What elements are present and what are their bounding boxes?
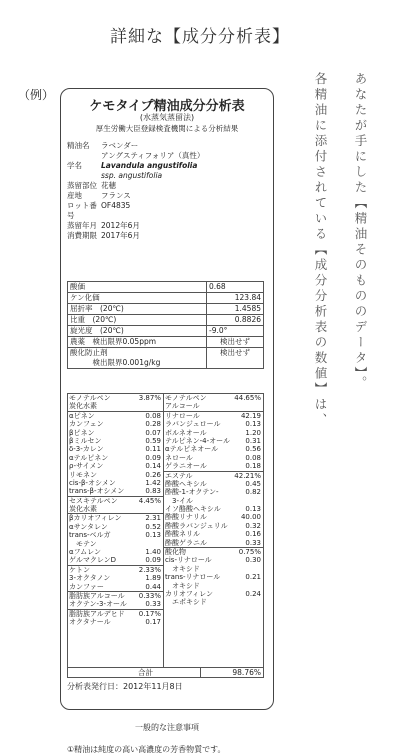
property-row: [68, 348, 264, 359]
component-name: リモネン: [69, 470, 97, 479]
component-row: [68, 531, 163, 539]
components-right-column: [164, 394, 263, 667]
property-row: [68, 304, 264, 315]
component-name: 酢酸ネリル: [165, 530, 200, 539]
component-percent: 2.33%: [138, 565, 161, 574]
info-row: [67, 161, 267, 171]
component-name: ρ-サイメン: [69, 462, 104, 471]
component-row: [164, 598, 263, 606]
info-label: ロット番号: [67, 201, 97, 220]
property-value: 検出せず: [207, 348, 264, 359]
component-percent: 40.00: [240, 513, 261, 522]
info-label: 精油名: [67, 141, 90, 150]
note-item: ①精油は純度の高い高濃度の芳香物質です。: [67, 745, 226, 754]
component-row: [68, 412, 163, 420]
component-name: オクタナール: [69, 618, 111, 627]
example-label: （例）: [18, 88, 55, 102]
card-title: ケモタイプ精油成分分析表: [89, 99, 245, 114]
component-name: ラバンジュロール: [165, 420, 221, 429]
property-value: 0.68: [207, 282, 264, 293]
component-name: カリオフィレン: [165, 589, 213, 598]
property-row: [68, 358, 264, 369]
component-name: モノテルペン: [69, 394, 111, 402]
component-row: [164, 548, 263, 556]
component-percent: [133, 402, 163, 410]
component-row: [164, 530, 263, 538]
info-label: 蒸留年月: [67, 221, 97, 230]
component-row: [68, 445, 163, 453]
vertical-caption-col1: 各精油に添付されている【成分分析表の数値】は、: [313, 72, 328, 429]
component-name: αサンタレン: [69, 522, 108, 531]
component-name: 炭化水素: [69, 505, 97, 514]
component-percent: 0.82: [245, 488, 261, 497]
component-row: [68, 429, 163, 437]
info-row: [67, 181, 267, 191]
component-row: [164, 437, 263, 445]
component-percent: 2.31: [145, 514, 161, 523]
components-table: [67, 393, 264, 668]
property-row: [68, 315, 264, 326]
component-row: [164, 573, 263, 581]
component-name: 酢酸ゲラニル: [165, 538, 207, 547]
component-percent: [233, 402, 263, 410]
info-row: [67, 221, 267, 231]
component-row: [164, 565, 263, 573]
component-row: [164, 582, 263, 590]
component-percent: 44.65%: [234, 394, 261, 402]
component-row: [68, 437, 163, 445]
component-name: ボルネオール: [165, 428, 207, 437]
property-name: 屈折率 (20℃): [68, 304, 207, 315]
component-name: βピネン: [69, 428, 95, 437]
component-row: [68, 600, 163, 609]
component-row: [68, 505, 163, 514]
properties-table: [67, 281, 264, 369]
property-row: [68, 282, 264, 293]
info-row: [67, 231, 267, 241]
property-value: [207, 358, 264, 369]
component-row: [68, 487, 163, 496]
component-percent: 0.13: [245, 505, 261, 514]
info-row: [67, 201, 267, 221]
component-percent: 0.33%: [138, 591, 161, 600]
info-row: [67, 171, 267, 181]
vertical-caption-col2: あなたが手にした【精油そのもののデータ】。: [353, 72, 368, 392]
property-value: 123.84: [207, 293, 264, 304]
component-percent: 0.75%: [238, 548, 261, 557]
component-row: [68, 618, 163, 626]
component-percent: 0.59: [145, 436, 161, 445]
component-percent: 0.44: [145, 582, 161, 591]
component-name: イソ酪酸ヘキシル: [165, 505, 221, 514]
component-name: 3-イル: [165, 496, 193, 505]
component-row: [164, 590, 263, 598]
component-percent: 0.21: [245, 573, 261, 582]
info-label: 消費期限: [67, 231, 97, 240]
component-percent: 0.07: [145, 428, 161, 437]
component-percent: 42.19: [240, 411, 261, 420]
component-percent: [133, 540, 163, 548]
component-percent: 0.56: [245, 445, 261, 454]
component-percent: [133, 505, 163, 513]
component-name: モノテルペン: [165, 394, 207, 402]
total-label: 合計: [138, 668, 153, 677]
info-value: Lavandula angustifolia: [101, 161, 198, 170]
card-org: 厚生労働大臣登録検査機関による分析結果: [95, 124, 239, 133]
info-value: フランス: [101, 191, 131, 200]
component-name: アルコール: [165, 402, 200, 411]
component-row: [164, 488, 263, 496]
property-row: [68, 337, 264, 348]
info-row: [67, 151, 267, 161]
component-percent: 0.24: [245, 589, 261, 598]
component-row: [68, 454, 163, 462]
property-name: ケン化価: [68, 293, 207, 304]
component-row: [68, 566, 163, 574]
info-value: 2012年6月: [101, 221, 140, 230]
component-name: ゲルマクレンD: [69, 556, 117, 565]
issue-date: 分析表発行日：2012年11月8日: [67, 682, 183, 691]
info-value: 花穂: [101, 181, 116, 190]
component-percent: 0.09: [145, 453, 161, 462]
component-row: [164, 402, 263, 411]
component-name: セスキテルペン: [69, 496, 118, 505]
component-percent: 0.13: [245, 420, 261, 429]
component-row: [164, 412, 263, 420]
card-method: (水蒸気蒸留法): [139, 113, 195, 122]
component-percent: 1.20: [245, 428, 261, 437]
property-row: [68, 326, 264, 337]
property-value: 1.4585: [207, 304, 264, 315]
component-name: trans-リナロール: [165, 573, 221, 582]
component-percent: 4.45%: [138, 496, 161, 505]
component-name: テルピネン-4-オール: [165, 436, 231, 445]
component-name: リナロール: [165, 411, 200, 420]
info-label: [67, 151, 101, 161]
component-row: [164, 522, 263, 530]
component-percent: 0.16: [245, 530, 261, 539]
notes-title: 一般的な注意事項: [135, 723, 199, 732]
component-name: モテン: [69, 539, 97, 548]
property-name: 比重 (20℃): [68, 315, 207, 326]
component-row: [164, 556, 263, 564]
component-percent: 0.33: [245, 538, 261, 547]
component-name: エポキシド: [165, 598, 207, 607]
analysis-card: [60, 88, 274, 754]
component-row: [68, 574, 163, 582]
component-percent: 0.17%: [138, 609, 161, 618]
component-percent: 0.31: [245, 436, 261, 445]
info-label: [67, 171, 101, 181]
component-percent: 42.21%: [234, 471, 261, 480]
component-name: オクテン-3-オール: [69, 600, 127, 609]
total-value: 98.76%: [232, 668, 261, 677]
component-percent: 1.40: [145, 548, 161, 557]
component-name: 酢酸リナリル: [165, 513, 207, 522]
component-row: [164, 429, 263, 437]
component-name: αフムレン: [69, 548, 101, 557]
component-percent: 0.28: [145, 420, 161, 429]
component-name: βミルセン: [69, 436, 102, 445]
component-name: 炭化水素: [69, 402, 97, 411]
info-value: ラベンダー: [101, 141, 139, 150]
property-row: [68, 293, 264, 304]
property-value: 検出せず: [207, 337, 264, 348]
component-row: [68, 540, 163, 548]
component-percent: [233, 582, 263, 590]
component-row: [164, 394, 263, 402]
property-name: 旋光度 (20℃): [68, 326, 207, 337]
component-name: 脂肪族アルデヒド: [69, 609, 125, 618]
component-name: trans-β-オシメン: [69, 487, 125, 496]
component-row: [164, 472, 263, 480]
component-name: cis-β-オシメン: [69, 478, 116, 487]
component-row: [164, 420, 263, 428]
component-name: エステル: [165, 471, 193, 480]
component-row: [164, 454, 263, 462]
info-value: 2017年6月: [101, 231, 140, 240]
page-title: 詳細な【成分分析表】: [110, 27, 290, 47]
component-name: 3-オクタノン: [69, 574, 111, 583]
component-row: [68, 556, 163, 565]
component-row: [68, 523, 163, 531]
property-value: -9.0°: [207, 326, 264, 337]
component-name: βカリオフィレン: [69, 514, 122, 523]
component-name: ネロール: [165, 453, 193, 462]
component-row: [68, 402, 163, 411]
component-name: cis-リナロール: [165, 556, 212, 565]
property-name: 農薬 検出限界0.05ppm: [68, 337, 207, 348]
component-percent: 0.33: [145, 600, 161, 609]
column-divider: [200, 668, 201, 677]
component-percent: 3.87%: [138, 394, 161, 402]
component-name: 酢酸ラバンジュリル: [165, 521, 228, 530]
info-value: OF4835: [101, 201, 131, 210]
info-value: アングスティフォリア（真性）: [101, 151, 205, 160]
component-name: αテルピネン: [69, 453, 109, 462]
info-label: 蒸留部位: [67, 181, 97, 190]
component-row: [68, 471, 163, 479]
component-row: [68, 592, 163, 600]
component-name: オキシド: [165, 564, 200, 573]
component-name: δ-3-カレン: [69, 445, 104, 454]
component-percent: [233, 598, 263, 606]
component-percent: [233, 565, 263, 573]
component-name: ケトン: [69, 565, 90, 574]
component-name: カンファー: [69, 582, 104, 591]
info-label: 学名: [67, 161, 82, 170]
component-row: [68, 583, 163, 592]
component-name: αテルピネオール: [165, 445, 219, 454]
component-row: [164, 497, 263, 505]
component-percent: 0.18: [245, 462, 261, 471]
component-row: [68, 548, 163, 556]
component-name: αピネン: [69, 411, 95, 420]
component-percent: 0.45: [245, 479, 261, 488]
info-row: [67, 191, 267, 201]
total-row: [67, 668, 264, 678]
component-percent: 0.13: [145, 531, 161, 540]
property-name: 検出限界0.001g/kg: [68, 358, 207, 369]
component-name: オキシド: [165, 581, 200, 590]
component-row: [68, 462, 163, 470]
component-percent: 0.09: [145, 556, 161, 565]
component-row: [164, 462, 263, 471]
component-percent: 0.08: [245, 453, 261, 462]
component-percent: 1.42: [145, 478, 161, 487]
component-percent: [233, 497, 263, 505]
component-percent: 0.32: [245, 521, 261, 530]
info-value: ssp. angustifolia: [101, 171, 163, 180]
component-percent: 0.30: [245, 556, 261, 565]
info-row: [67, 141, 267, 151]
property-name: 酸価: [68, 282, 207, 293]
component-row: [164, 513, 263, 521]
property-name: 酸化防止剤: [68, 348, 207, 359]
component-percent: 0.17: [145, 618, 161, 627]
component-percent: 0.08: [145, 411, 161, 420]
component-row: [68, 420, 163, 428]
component-percent: 1.89: [145, 574, 161, 583]
property-value: 0.8826: [207, 315, 264, 326]
component-row: [164, 445, 263, 453]
component-row: [164, 539, 263, 548]
component-row: [68, 497, 163, 505]
components-left-column: [68, 394, 163, 667]
oil-info: [67, 141, 267, 241]
component-row: [68, 610, 163, 618]
component-percent: 0.14: [145, 462, 161, 471]
component-name: 脂肪族アルコール: [69, 591, 125, 600]
component-row: [68, 479, 163, 487]
component-name: trans-ベルガ: [69, 531, 111, 540]
component-name: 酸化物: [165, 548, 186, 557]
component-percent: 0.83: [145, 487, 161, 496]
component-row: [68, 514, 163, 522]
component-name: ゲラニオール: [165, 462, 207, 471]
component-name: 酢酸-1-オクテン-: [165, 488, 219, 497]
component-name: カンフェン: [69, 420, 104, 429]
info-label: 産地: [67, 191, 82, 200]
component-percent: 0.26: [145, 470, 161, 479]
component-name: 酢酸ヘキシル: [165, 479, 207, 488]
component-percent: 0.52: [145, 522, 161, 531]
component-percent: 0.11: [145, 445, 161, 454]
